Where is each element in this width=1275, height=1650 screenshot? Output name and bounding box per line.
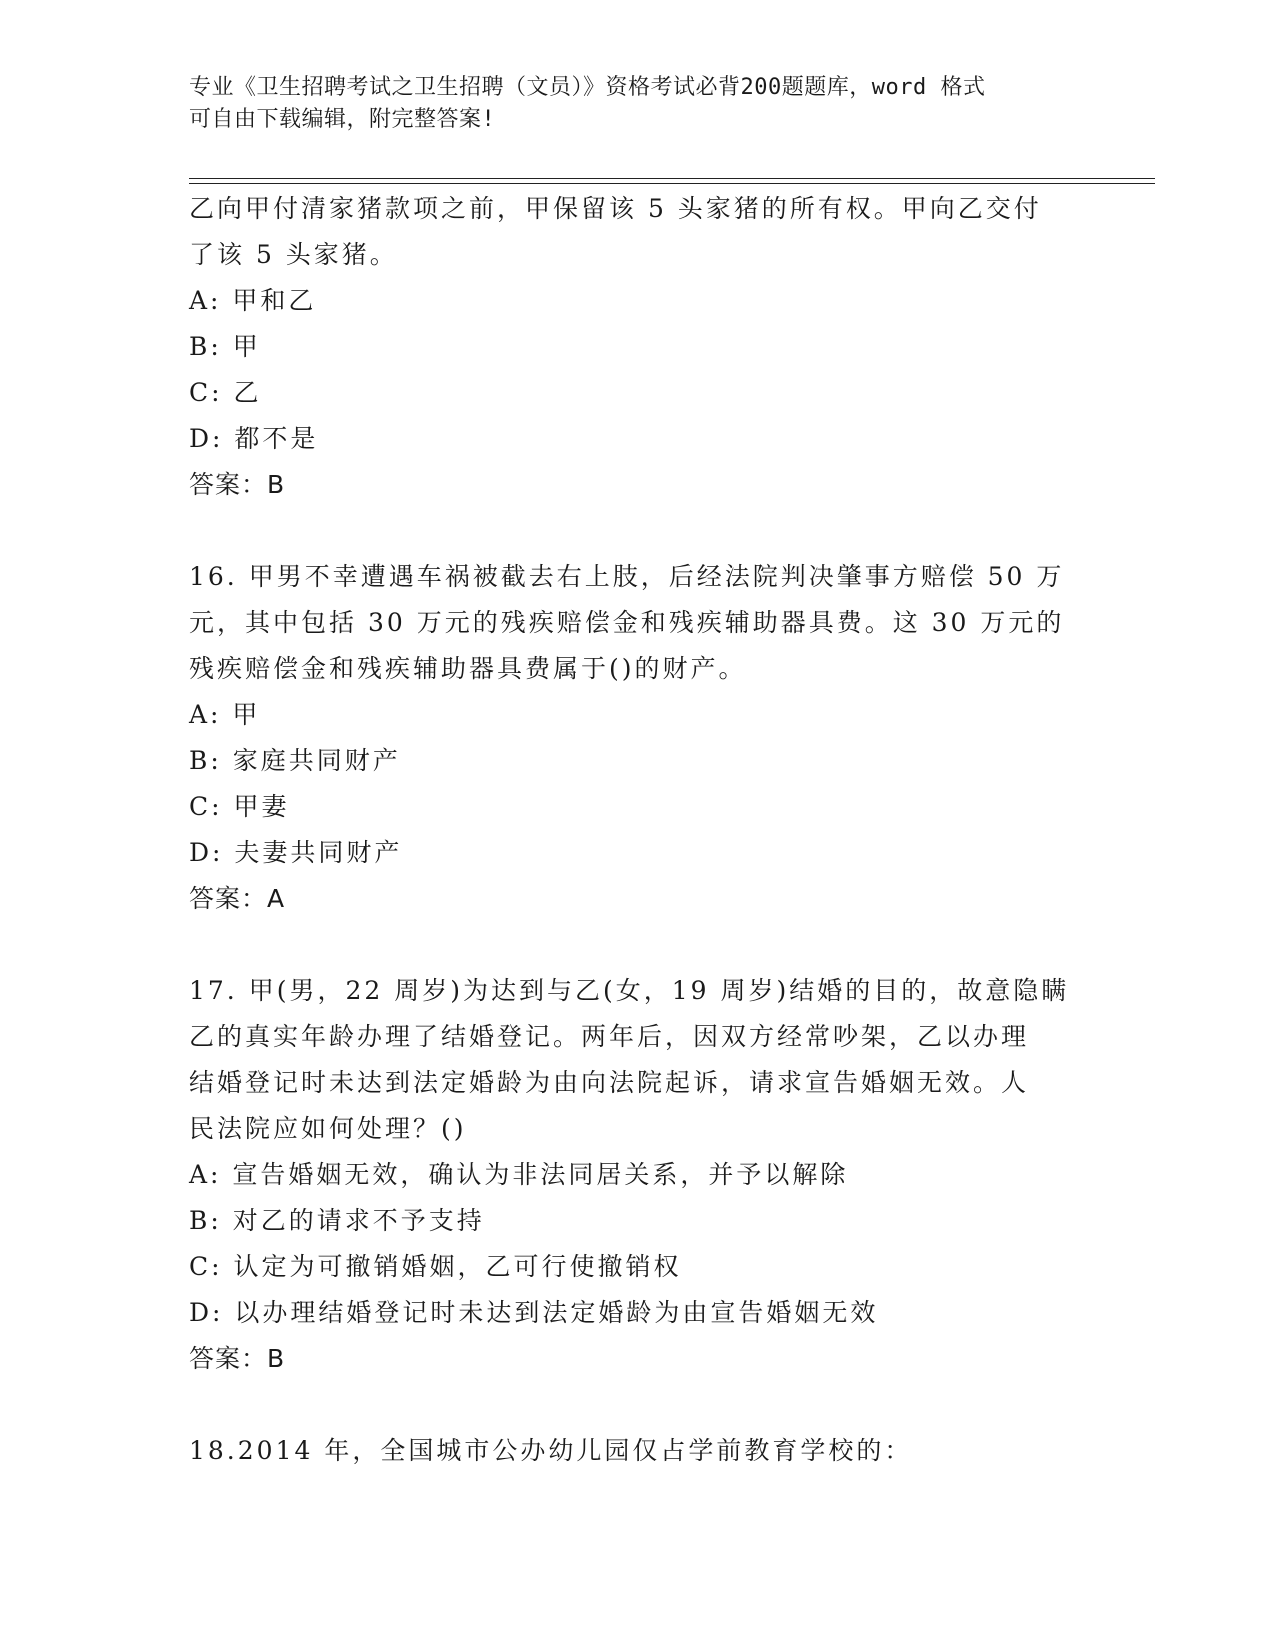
question-17 (189, 968, 1069, 1382)
question-stem-line: 16. 甲男不幸遭遇车祸被截去右上肢，后经法院判决肇事方赔偿 50 万 (189, 562, 1065, 591)
option-a: A: 宣告婚姻无效，确认为非法同居关系，并予以解除 (189, 1160, 849, 1189)
header-title-line-2: 可自由下载编辑，附完整答案! (189, 107, 496, 132)
option-d: D: 都不是 (189, 424, 319, 453)
option-b: B: 家庭共同财产 (189, 746, 401, 775)
spacer (189, 922, 1069, 968)
answer-line: 答案：B (189, 1344, 286, 1373)
question-stem-line: 元，其中包括 30 万元的残疾赔偿金和残疾辅助器具费。这 30 万元的 (189, 608, 1065, 637)
option-d: D: 以办理结婚登记时未达到法定婚龄为由宣告婚姻无效 (189, 1298, 879, 1327)
question-15 (189, 186, 1069, 508)
question-18 (189, 1428, 1069, 1474)
question-stem-line: 民法院应如何处理？() (189, 1114, 467, 1143)
question-list (189, 186, 1069, 1474)
spacer (189, 1382, 1069, 1428)
option-d: D: 夫妻共同财产 (189, 838, 403, 867)
option-c: C: 甲妻 (189, 792, 290, 821)
header-rule-bottom (189, 183, 1155, 184)
header-title-line-1: 专业《卫生招聘考试之卫生招聘（文员）》资格考试必背200题题库，word 格式 (189, 75, 986, 100)
option-a: A: 甲和乙 (189, 286, 317, 315)
option-b: B: 对乙的请求不予支持 (189, 1206, 485, 1235)
option-c: C: 乙 (189, 378, 262, 407)
question-stem-line: 结婚登记时未达到法定婚龄为由向法院起诉，请求宣告婚姻无效。人 (189, 1068, 1030, 1097)
answer-line: 答案：A (189, 884, 286, 913)
option-c: C: 认定为可撤销婚姻，乙可行使撤销权 (189, 1252, 682, 1281)
question-stem-line: 乙的真实年龄办理了结婚登记。两年后，因双方经常吵架，乙以办理 (189, 1022, 1030, 1051)
option-a: A: 甲 (189, 700, 261, 729)
question-stem-line: 18.2014 年，全国城市公办幼儿园仅占学前教育学校的： (189, 1436, 913, 1465)
option-b: B: 甲 (189, 332, 261, 361)
question-stem-line: 17. 甲(男，22 周岁)为达到与乙(女，19 周岁)结婚的目的，故意隐瞒 (189, 976, 1070, 1005)
document-header (189, 72, 1089, 136)
header-rule-top (189, 178, 1155, 179)
question-stem-line: 残疾赔偿金和残疾辅助器具费属于()的财产。 (189, 654, 747, 683)
question-16 (189, 554, 1069, 922)
answer-line: 答案：B (189, 470, 286, 499)
spacer (189, 508, 1069, 554)
question-stem-line: 了该 5 头家猪。 (189, 240, 398, 269)
question-stem-line: 乙向甲付清家猪款项之前，甲保留该 5 头家猪的所有权。甲向乙交付 (189, 194, 1042, 223)
